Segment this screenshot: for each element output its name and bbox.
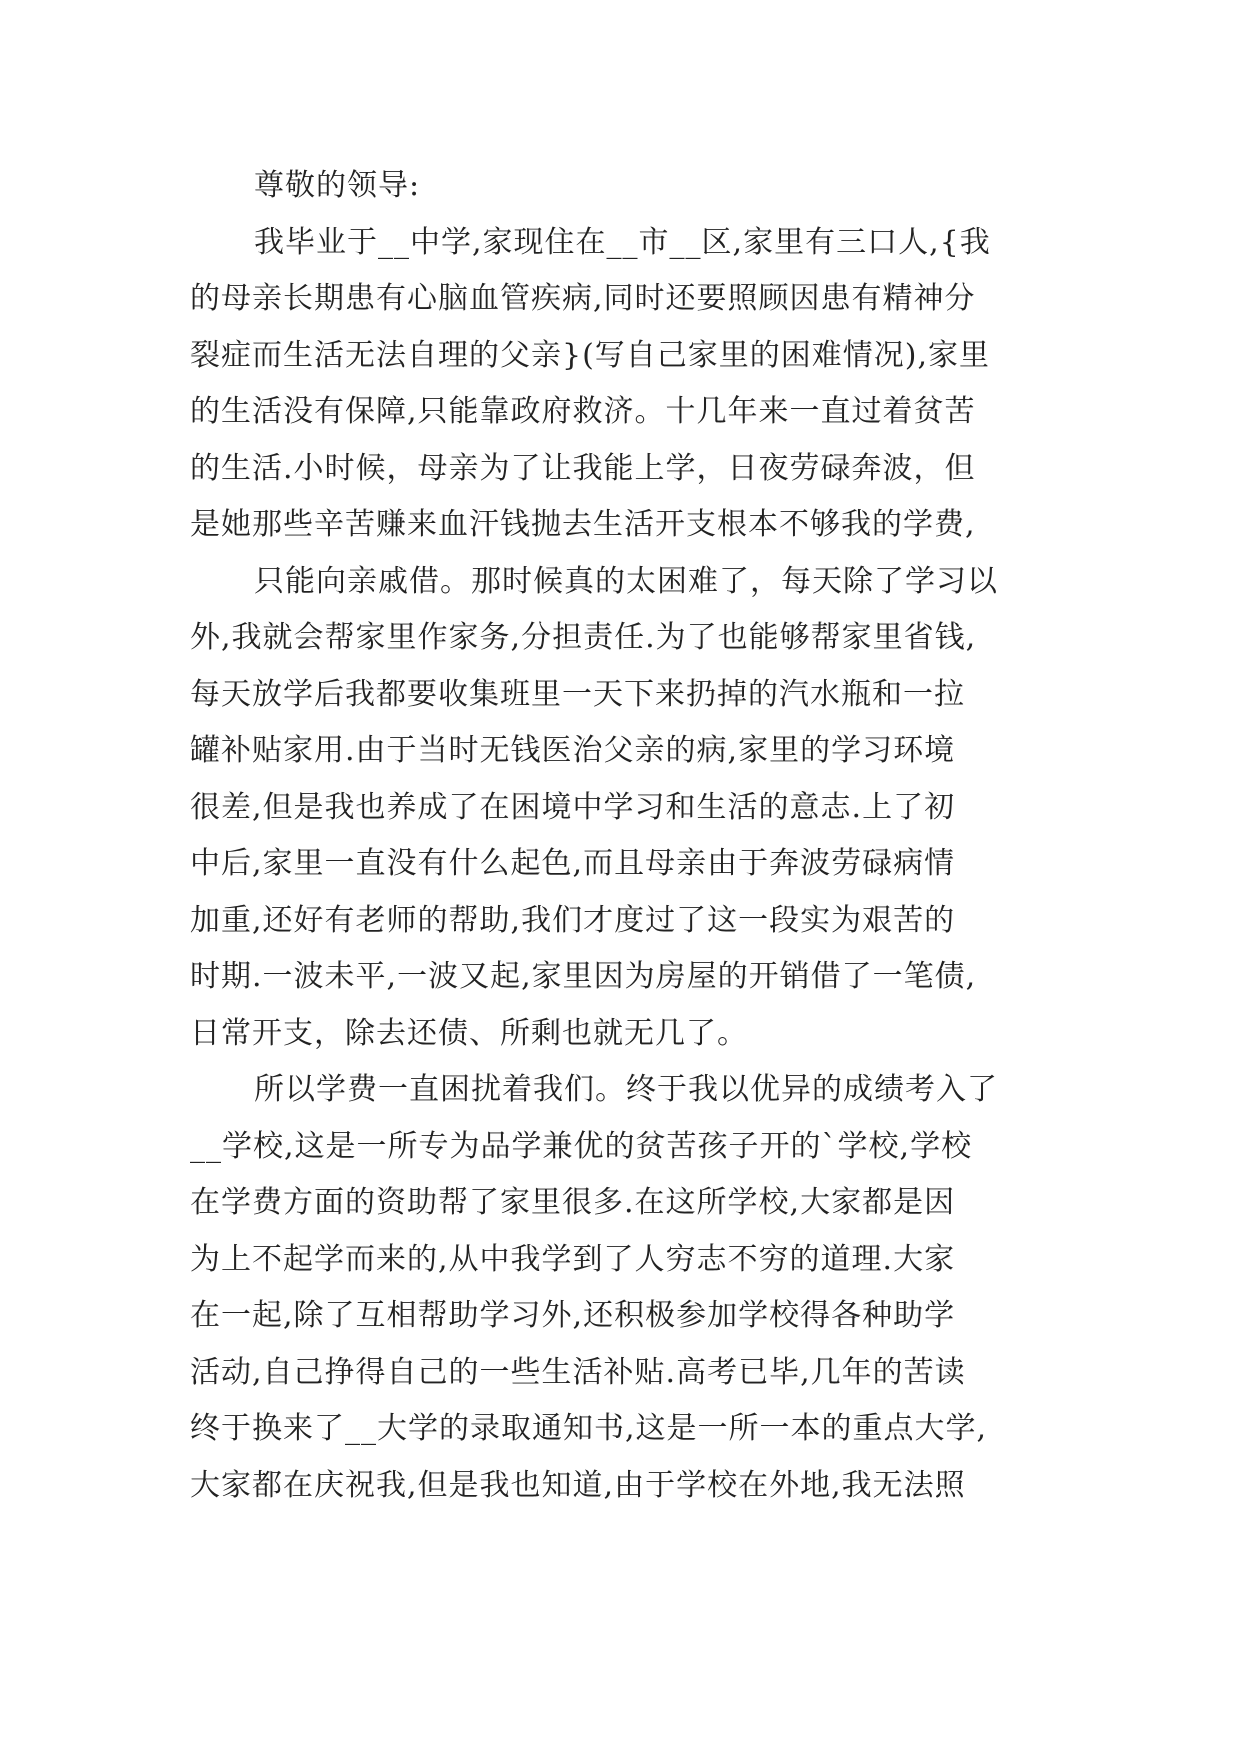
text-line: 日常开支，除去还债、所剩也就无几了。: [190, 1015, 748, 1051]
text-line: 终于换来了__大学的录取通知书,这是一所一本的重点大学,: [190, 1411, 988, 1446]
letter-body: [190, 158, 1070, 1514]
text-line: 在一起,除了互相帮助学习外,还积极参加学校得各种助学: [190, 1298, 956, 1333]
text-line: 时期.一波未平,一波又起,家里因为房屋的开销借了一笔债,: [190, 959, 977, 994]
salutation: 尊敬的领导:: [254, 168, 421, 203]
text-line: __学校,这是一所专为品学兼优的贫苦孩子开的`学校,学校: [190, 1128, 973, 1164]
text-line: 的生活.小时候，母亲为了让我能上学，日夜劳碌奔波，但: [190, 450, 976, 486]
text-line: 每天放学后我都要收集班里一天下来扔掉的汽水瓶和一拉: [190, 676, 965, 712]
text-line: 所以学费一直困扰着我们。终于我以优异的成绩考入了: [254, 1072, 998, 1107]
text-line: 外,我就会帮家里作家务,分担责任.为了也能够帮家里省钱,: [190, 620, 977, 655]
text-line: 我毕业于__中学,家现住在__市__区,家里有三口人,{我: [254, 224, 991, 260]
text-line: 在学费方面的资助帮了家里很多.在这所学校,大家都是因: [190, 1185, 956, 1220]
text-line: 中后,家里一直没有什么起色,而且母亲由于奔波劳碌病情: [190, 846, 956, 881]
text-line: 是她那些辛苦赚来血汗钱抛去生活开支根本不够我的学费,: [190, 507, 976, 542]
text-line: 的生活没有保障,只能靠政府救济。十几年来一直过着贫苦: [190, 394, 976, 429]
text-line: 只能向亲戚借。那时候真的太困难了，每天除了学习以: [254, 563, 998, 599]
text-line: 罐补贴家用.由于当时无钱医治父亲的病,家里的学习环境: [190, 733, 956, 768]
text-line: 加重,还好有老师的帮助,我们才度过了这一段实为艰苦的: [190, 902, 956, 938]
text-line: 大家都在庆祝我,但是我也知道,由于学校在外地,我无法照: [190, 1467, 966, 1503]
text-line: 为上不起学而来的,从中我学到了人穷志不穷的道理.大家: [190, 1241, 956, 1277]
text-line: 活动,自己挣得自己的一些生活补贴.高考已毕,几年的苦读: [190, 1354, 966, 1390]
text-line: 的母亲长期患有心脑血管疾病,同时还要照顾因患有精神分: [190, 281, 976, 316]
text-line: 裂症而生活无法自理的父亲}(写自己家里的困难情况),家里: [190, 337, 991, 373]
text-line: 很差,但是我也养成了在困境中学习和生活的意志.上了初: [190, 789, 956, 825]
